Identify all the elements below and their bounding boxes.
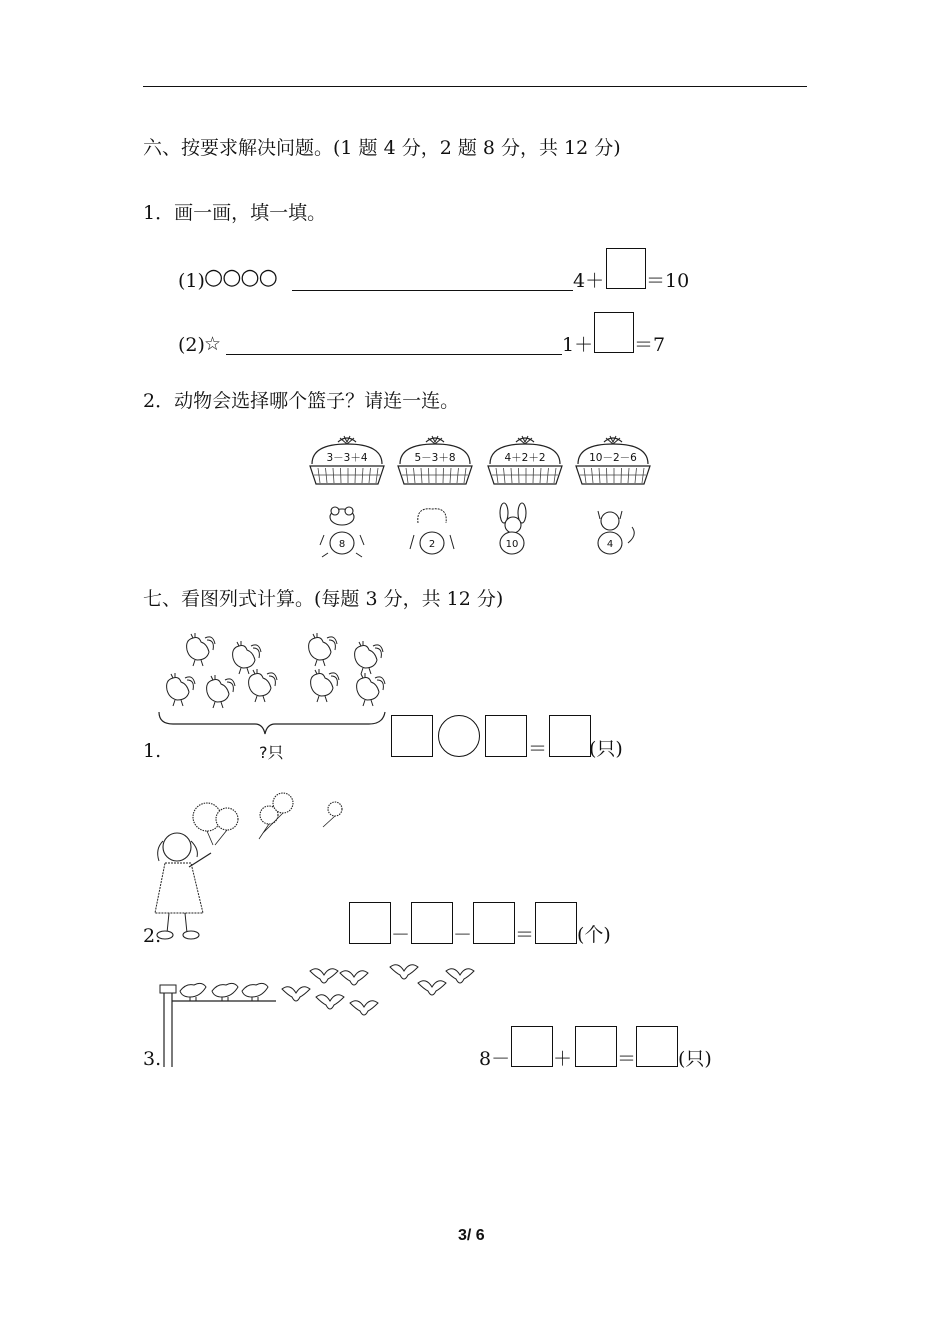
girl-icon <box>155 833 211 939</box>
p2-box-1[interactable] <box>349 902 391 944</box>
basket-3[interactable] <box>486 432 564 488</box>
animal-number: 2 <box>428 539 436 550</box>
basket-4[interactable] <box>574 432 652 488</box>
flying-bird-icon <box>418 981 446 995</box>
expr-2-right: ＝7 <box>634 334 666 356</box>
p3-plus: ＋ <box>553 1048 573 1070</box>
p2-box-3[interactable] <box>473 902 515 944</box>
basket-2[interactable] <box>396 432 474 488</box>
balloon-icon <box>273 793 293 813</box>
p1-unit: (只) <box>589 738 623 760</box>
rooster-group-illustration <box>155 628 395 738</box>
star-shape: ☆ <box>204 333 222 355</box>
basket-1[interactable] <box>308 432 386 488</box>
brace-label: ?只 <box>259 743 284 762</box>
birds-illustration <box>150 955 490 1070</box>
p3-lead: 8－ <box>479 1048 511 1070</box>
p3-equals: ＝ <box>617 1048 637 1070</box>
p1-equals: ＝ <box>528 738 548 760</box>
rabbit-icon[interactable] <box>490 505 545 560</box>
flying-bird-icon <box>316 995 344 1009</box>
animal-number: 8 <box>338 539 346 550</box>
rooster-icon <box>249 669 277 702</box>
flying-bird-icon <box>340 971 368 985</box>
rooster-icon <box>355 641 383 674</box>
rooster-icon <box>207 675 235 708</box>
p1-box-2[interactable] <box>485 715 527 757</box>
flying-bird-icon <box>310 969 338 983</box>
frog-icon[interactable] <box>320 505 375 560</box>
expr-2-left: 1＋ <box>562 334 594 356</box>
p2-equals: ＝ <box>515 924 535 946</box>
problem-3-number: 3. <box>143 1048 162 1070</box>
basket-label: 4＋2＋2 <box>504 452 546 464</box>
cat-icon[interactable] <box>588 505 643 560</box>
p3-box-1[interactable] <box>511 1026 553 1067</box>
page-number: 3/ 6 <box>458 1227 485 1244</box>
item-2-prefix: (2) <box>178 334 205 356</box>
p2-box-result[interactable] <box>535 902 577 944</box>
p2-unit: (个) <box>577 924 611 946</box>
balloon-icon <box>328 802 342 816</box>
expr-1-left: 4＋ <box>573 270 605 292</box>
p3-box-2[interactable] <box>575 1026 617 1067</box>
problem-2-number: 2. <box>143 925 162 947</box>
perched-bird-icon <box>180 983 206 1001</box>
answer-box-1-2[interactable] <box>594 312 634 353</box>
balloon-icon <box>216 808 238 830</box>
basket-label: 10－2－6 <box>589 452 637 464</box>
answer-box-1-1[interactable] <box>606 248 646 289</box>
flying-bird-icon <box>390 965 418 979</box>
question-2-heading: 2．动物会选择哪个篮子？请连一连。 <box>143 390 460 412</box>
rooster-icon <box>309 633 337 666</box>
rooster-icon <box>167 673 195 706</box>
rooster-icon <box>187 633 215 666</box>
animal-number: 10 <box>505 539 519 550</box>
p3-box-result[interactable] <box>636 1026 678 1067</box>
question-1-heading: 1．画一画，填一填。 <box>143 202 327 224</box>
section-6-title: 六、按要求解决问题。(1 题 4 分，2 题 8 分，共 12 分) <box>143 137 621 159</box>
perched-bird-icon <box>242 983 268 1001</box>
flying-bird-icon <box>446 969 474 983</box>
p1-box-result[interactable] <box>549 715 591 757</box>
girl-balloons-illustration <box>145 795 360 945</box>
drawing-line-2[interactable] <box>226 354 562 355</box>
p3-unit: (只) <box>678 1048 712 1070</box>
rooster-icon <box>311 669 339 702</box>
expr-1-right: ＝10 <box>646 270 690 292</box>
header-rule <box>143 86 807 87</box>
drawing-line-1[interactable] <box>292 290 573 291</box>
p2-minus-1: － <box>391 924 411 946</box>
brace <box>159 712 385 734</box>
animal-number: 4 <box>606 539 614 550</box>
flying-bird-icon <box>282 987 310 1001</box>
p1-box-1[interactable] <box>391 715 433 757</box>
chick-icon[interactable] <box>410 505 465 560</box>
p2-box-2[interactable] <box>411 902 453 944</box>
basket-label: 3－3＋4 <box>326 452 368 464</box>
section-7-title: 七、看图列式计算。(每题 3 分，共 12 分) <box>143 588 504 610</box>
problem-1-number: 1. <box>143 740 162 762</box>
rooster-icon <box>357 673 385 706</box>
basket-label: 5－3＋8 <box>414 452 456 464</box>
perched-bird-icon <box>212 983 238 1001</box>
flying-bird-icon <box>350 1001 378 1015</box>
item-1-prefix: (1) <box>178 270 205 292</box>
p1-operator-circle[interactable] <box>438 715 480 757</box>
circles-row: ○○○○ <box>204 265 277 290</box>
p2-minus-2: － <box>453 924 473 946</box>
